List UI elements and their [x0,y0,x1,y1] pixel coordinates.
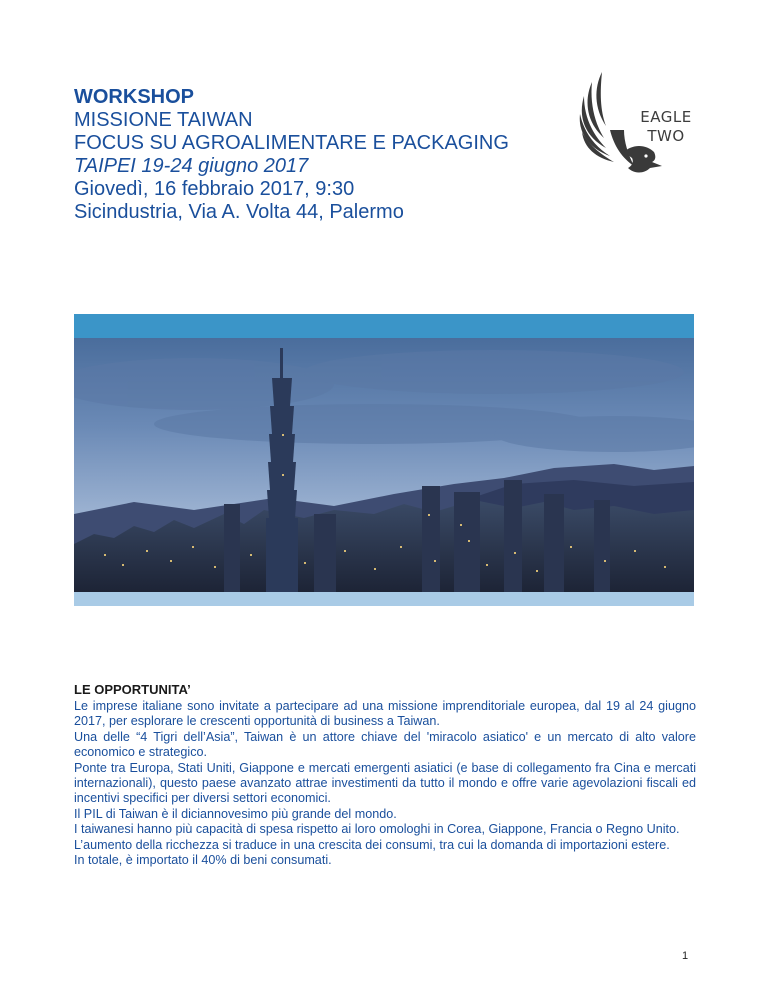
header-focus: FOCUS SU AGROALIMENTARE E PACKAGING [74,132,509,154]
paragraph-6: L’aumento della ricchezza si traduce in una crescita dei consumi, tra cui la domanda di importazioni estere. [74,837,670,852]
paragraph-1: Le imprese italiane sono invitate a partecipare ad una missione imprenditoriale europea, dal 19 al 24 giugno 2017, per esplorare le crescenti opportunità di business a Taiwan. [74,699,696,729]
logo-wordmark [638,108,694,146]
header-datetime: Giovedì, 16 febbraio 2017, 9:30 [74,178,355,200]
header-workshop: WORKSHOP [74,86,194,108]
logo-text-eagle: EAGLE [640,108,692,126]
paragraph-2: Una delle “4 Tigri dell’Asia”, Taiwan è un attore chiave del 'miracolo asiatico' e un mercato di alto valore economico e strategico. [74,729,696,760]
section-title: LE OPPORTUNITA’ [74,682,191,697]
paragraph-5: I taiwanesi hanno più capacità di spesa rispetto ai loro omologhi in Corea, Giappone, Francia o Regno Unito. [74,822,680,837]
logo-text-two: TWO [647,127,685,145]
opportunities-section [74,682,696,868]
taipei-skyline-photo [74,314,694,606]
header-dates: TAIPEI 19-24 giugno 2017 [74,155,309,177]
paragraph-4: Il PIL di Taiwan è il diciannovesimo più grande del mondo. [74,806,397,821]
page-number: 1 [682,950,689,962]
document-header [74,86,554,224]
paragraph-7: In totale, è importato il 40% di beni consumati. [74,853,332,868]
paragraph-3: Ponte tra Europa, Stati Uniti, Giappone e mercati emergenti asiatici (e base di collegamento fra Cina e mercati internazionali), questo paese avanzato attrae investimenti da tutto il mondo e offre varie agevolazioni fiscali ed incentivi specifici per diversi settori economici. [74,760,696,806]
header-location: Sicindustria, Via A. Volta 44, Palermo [74,201,404,223]
eagle-two-logo [576,70,694,188]
header-mission: MISSIONE TAIWAN [74,109,253,131]
